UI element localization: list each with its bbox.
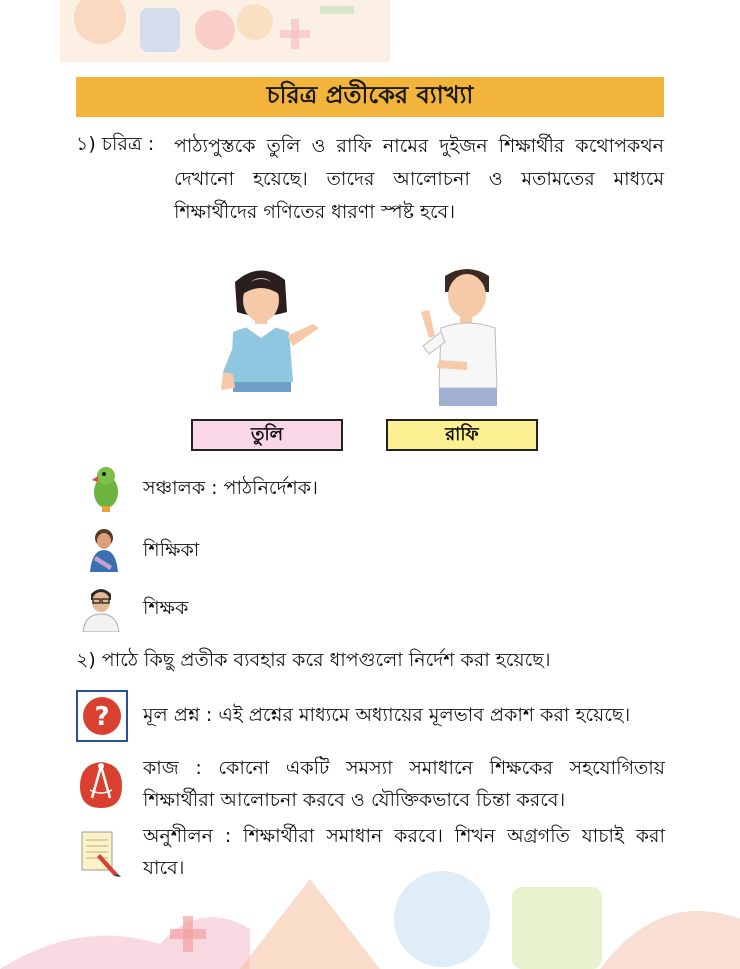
- tuli-name-box: [191, 419, 343, 451]
- female-teacher-icon: [84, 526, 124, 576]
- decorative-bottom-banner: [0, 859, 740, 969]
- decorative-top-banner: [0, 0, 740, 70]
- role-conductor: [143, 474, 318, 506]
- role-male-teacher: [143, 594, 188, 626]
- symbol-task: কাজ : কোনো একটি সমস্যা সমাধানে শিক্ষকের সহযোগিতায় শিক্ষার্থীরা আলোচনা করবে ও যৌক্তিকভাবে চিন্তা করবে।: [143, 757, 665, 811]
- parrot-icon: [86, 464, 126, 516]
- role-female-teacher-label: শিক্ষিকা: [143, 539, 200, 561]
- tuli-name: তুলি: [250, 423, 284, 445]
- page-title-bar: [76, 77, 664, 117]
- decorative-shapes-art: [0, 859, 740, 969]
- section2-heading: ২) পাঠে কিছু প্রতীক ব্যবহার করে ধাপগুলো নির্দেশ করা হয়েছে।: [76, 649, 551, 671]
- role-conductor-label: সঞ্চালক : পাঠনির্দেশক।: [143, 477, 318, 499]
- tuli-illustration: [215, 262, 330, 411]
- role-female-teacher: [143, 536, 199, 568]
- rafi-illustration: [415, 262, 515, 416]
- male-teacher-icon: [79, 584, 123, 636]
- compass-task-icon: [76, 756, 126, 814]
- rafi-name: রাফি: [445, 423, 479, 445]
- symbol-main-question: মূল প্রশ্ন : এই প্রশ্নের মাধ্যমে অধ্যায়ের মূলভাব প্রকাশ করা হয়েছে।: [143, 704, 631, 726]
- question-mark-icon: [76, 690, 128, 746]
- svg-text:?: ?: [94, 702, 110, 732]
- section1-label: ১) চরিত্র :: [76, 133, 155, 155]
- section1-text: পাঠ্যপুস্তকে তুলি ও রাফি নামের দুইজন শিক্ষার্থীর কথোপকথন দেখানো হয়েছে। তাদের আলোচনা ও মতামতের মাধ্যমে শিক্ষার্থীদের গণিতের ধারণা স্পষ্ট হবে।: [174, 135, 664, 223]
- rafi-name-box: [386, 419, 538, 451]
- page-title: চরিত্র প্রতীকের ব্যাখ্যা: [266, 81, 474, 109]
- role-male-teacher-label: শিক্ষক: [143, 597, 189, 619]
- decorative-numbers-art: [0, 0, 740, 70]
- symbol-exercise: অনুশীলন : শিক্ষার্থীরা সমাধান করবে। শিখন অগ্রগতি যাচাই করা যাবে।: [143, 825, 665, 879]
